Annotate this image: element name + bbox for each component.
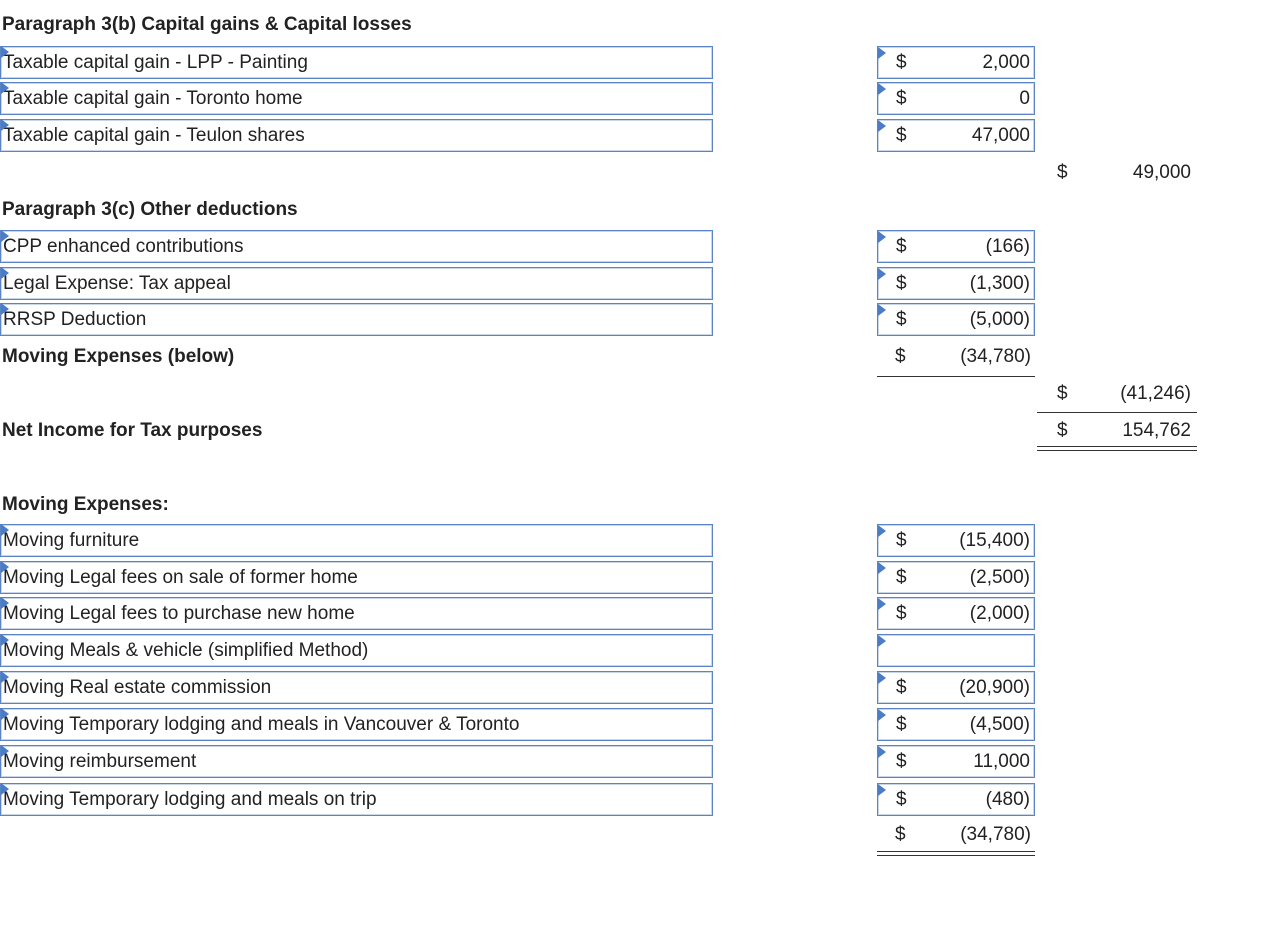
moving-furniture-amount[interactable]	[877, 524, 1035, 557]
cap-gains-total	[1037, 157, 1197, 190]
moving-real-estate-amount[interactable]	[877, 671, 1035, 704]
currency-symbol: $	[896, 530, 907, 551]
label-text: Moving Temporary lodging and meals in Vancouver & Toronto	[3, 714, 520, 735]
amount-value: 0	[1019, 88, 1030, 109]
label-text: RRSP Deduction	[3, 309, 147, 330]
cpp-enhanced-label[interactable]	[0, 230, 713, 263]
dropdown-marker-icon	[878, 562, 886, 574]
currency-symbol: $	[896, 751, 907, 772]
amount-value: (15,400)	[959, 530, 1030, 551]
currency-symbol: $	[895, 824, 906, 845]
dropdown-marker-icon	[1, 82, 9, 94]
cap-gain-painting-amount[interactable]	[877, 46, 1035, 79]
moving-temp-lodging-vt-label[interactable]	[0, 708, 713, 741]
currency-symbol: $	[896, 125, 907, 146]
currency-symbol: $	[1057, 383, 1068, 404]
dropdown-marker-icon	[878, 672, 886, 684]
net-income-amount	[1037, 415, 1197, 448]
moving-temp-lodging-vt-amount[interactable]	[877, 708, 1035, 741]
currency-symbol: $	[895, 346, 906, 367]
dropdown-marker-icon	[1, 267, 9, 279]
dropdown-marker-icon	[1, 597, 9, 609]
legal-expense-label[interactable]	[0, 267, 713, 300]
dropdown-marker-icon	[1, 708, 9, 720]
moving-meals-vehicle-label[interactable]	[0, 634, 713, 667]
moving-expenses-total	[877, 819, 1035, 852]
amount-value: (4,500)	[969, 714, 1030, 735]
moving-meals-vehicle-amount[interactable]	[877, 634, 1035, 667]
amount-value: (166)	[985, 236, 1030, 257]
amount-value: (480)	[985, 789, 1030, 810]
capital-gains-heading: Paragraph 3(b) Capital gains & Capital losses	[2, 14, 412, 35]
dropdown-marker-icon	[878, 120, 886, 132]
moving-legal-purchase-label[interactable]	[0, 597, 713, 630]
legal-expense-amount[interactable]	[877, 267, 1035, 300]
amount-value: (20,900)	[959, 677, 1030, 698]
dropdown-marker-icon	[1, 634, 9, 646]
currency-symbol: $	[896, 236, 907, 257]
label-text: Moving reimbursement	[3, 751, 197, 772]
double-underline	[1037, 446, 1197, 451]
cap-gain-toronto-home-label[interactable]	[0, 82, 713, 115]
dropdown-marker-icon	[878, 268, 886, 280]
rrsp-deduction-amount[interactable]	[877, 303, 1035, 336]
dropdown-marker-icon	[1, 119, 9, 131]
dropdown-marker-icon	[878, 47, 886, 59]
net-income-label: Net Income for Tax purposes	[2, 420, 263, 441]
total-value: 154,762	[1122, 420, 1191, 441]
dropdown-marker-icon	[878, 784, 886, 796]
currency-symbol: $	[896, 52, 907, 73]
label-text: Taxable capital gain - LPP - Painting	[3, 52, 308, 73]
cap-gain-teulon-shares-label[interactable]	[0, 119, 713, 152]
dropdown-marker-icon	[878, 231, 886, 243]
moving-furniture-label[interactable]	[0, 524, 713, 557]
double-underline	[877, 851, 1035, 856]
moving-reimbursement-label[interactable]	[0, 745, 713, 778]
amount-value: 2,000	[982, 52, 1030, 73]
moving-legal-sale-amount[interactable]	[877, 561, 1035, 594]
moving-temp-lodging-trip-label[interactable]	[0, 783, 713, 816]
dropdown-marker-icon	[878, 709, 886, 721]
total-value: (41,246)	[1120, 383, 1191, 404]
dropdown-marker-icon	[1, 745, 9, 757]
dropdown-marker-icon	[878, 746, 886, 758]
moving-expenses-below-label: Moving Expenses (below)	[2, 346, 235, 367]
dropdown-marker-icon	[878, 83, 886, 95]
label-text: Moving furniture	[3, 530, 140, 551]
label-text: Moving Legal fees to purchase new home	[3, 603, 355, 624]
subtotal-rule	[1037, 412, 1197, 413]
currency-symbol: $	[1057, 162, 1068, 183]
total-value: (34,780)	[960, 824, 1031, 845]
moving-reimbursement-amount[interactable]	[877, 745, 1035, 778]
label-text: Moving Meals & vehicle (simplified Method)	[3, 640, 369, 661]
dropdown-marker-icon	[1, 561, 9, 573]
dropdown-marker-icon	[878, 304, 886, 316]
total-value: 49,000	[1132, 162, 1191, 183]
dropdown-marker-icon	[1, 671, 9, 683]
currency-symbol: $	[896, 789, 907, 810]
cap-gain-painting-label[interactable]	[0, 46, 713, 79]
other-deductions-total	[1037, 378, 1197, 411]
currency-symbol: $	[896, 273, 907, 294]
moving-real-estate-label[interactable]	[0, 671, 713, 704]
rrsp-deduction-label[interactable]	[0, 303, 713, 336]
amount-value: (5,000)	[969, 309, 1030, 330]
label-text: Moving Legal fees on sale of former home	[3, 567, 358, 588]
currency-symbol: $	[896, 603, 907, 624]
moving-legal-purchase-amount[interactable]	[877, 597, 1035, 630]
dropdown-marker-icon	[1, 46, 9, 58]
amount-value: (2,000)	[969, 603, 1030, 624]
currency-symbol: $	[896, 567, 907, 588]
amount-value: (2,500)	[969, 567, 1030, 588]
amount-value: 47,000	[971, 125, 1030, 146]
currency-symbol: $	[1057, 420, 1068, 441]
label-text: Moving Temporary lodging and meals on trip	[3, 789, 377, 810]
cap-gain-teulon-shares-amount[interactable]	[877, 119, 1035, 152]
label-text: Taxable capital gain - Teulon shares	[3, 125, 305, 146]
currency-symbol: $	[896, 677, 907, 698]
dropdown-marker-icon	[1, 303, 9, 315]
amount-value: (34,780)	[960, 346, 1031, 367]
dropdown-marker-icon	[878, 598, 886, 610]
dropdown-marker-icon	[1, 524, 9, 536]
label-text: Taxable capital gain - Toronto home	[3, 88, 303, 109]
label-text: Moving Real estate commission	[3, 677, 272, 698]
currency-symbol: $	[896, 714, 907, 735]
dropdown-marker-icon	[878, 525, 886, 537]
moving-legal-sale-label[interactable]	[0, 561, 713, 594]
other-deductions-heading: Paragraph 3(c) Other deductions	[2, 199, 298, 220]
subtotal-rule	[877, 376, 1035, 377]
amount-value: 11,000	[973, 751, 1030, 772]
moving-expenses-below-amount	[877, 341, 1035, 374]
dropdown-marker-icon	[878, 635, 886, 647]
label-text: CPP enhanced contributions	[3, 236, 244, 257]
amount-value: (1,300)	[969, 273, 1030, 294]
dropdown-marker-icon	[1, 230, 9, 242]
currency-symbol: $	[896, 88, 907, 109]
moving-temp-lodging-trip-amount[interactable]	[877, 783, 1035, 816]
label-text: Legal Expense: Tax appeal	[3, 273, 231, 294]
cap-gain-toronto-home-amount[interactable]	[877, 82, 1035, 115]
moving-expenses-heading: Moving Expenses:	[2, 494, 169, 515]
currency-symbol: $	[896, 309, 907, 330]
dropdown-marker-icon	[1, 783, 9, 795]
cpp-enhanced-amount[interactable]	[877, 230, 1035, 263]
